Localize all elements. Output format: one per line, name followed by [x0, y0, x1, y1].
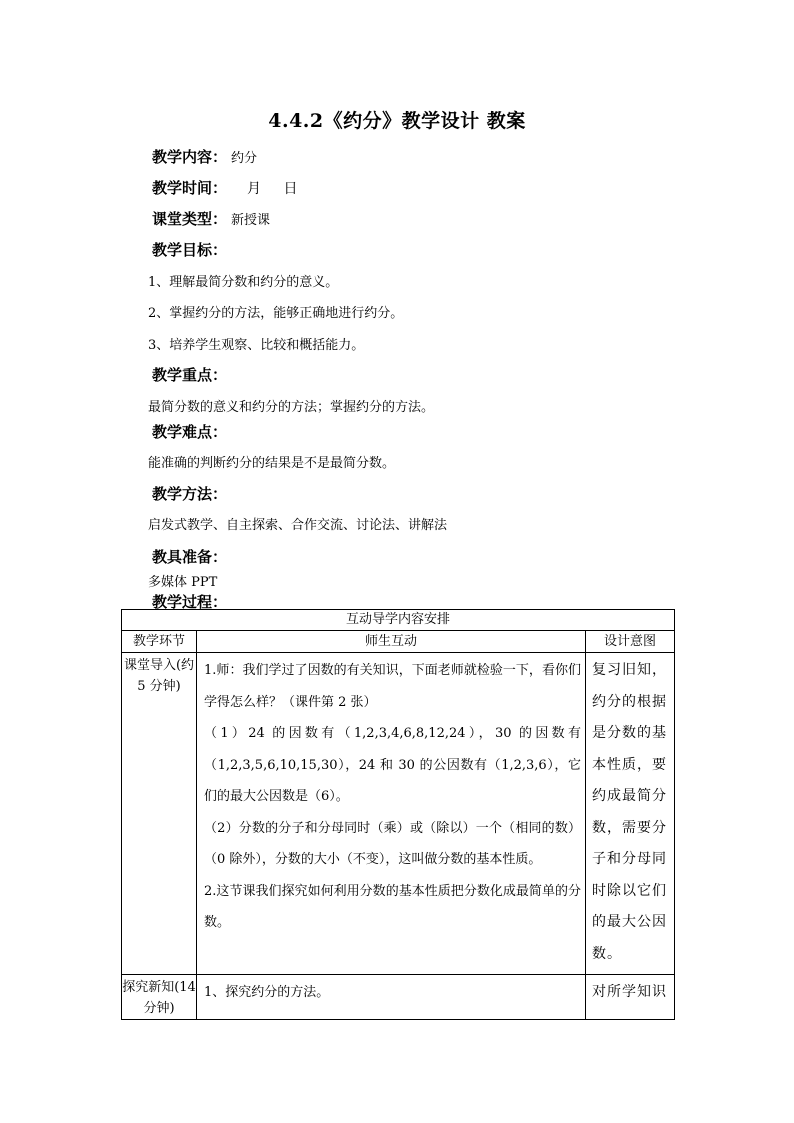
field-type: [152, 208, 270, 229]
interaction-paragraph: 1、探究约分的方法。: [204, 985, 330, 1000]
row-interaction: [197, 653, 586, 975]
objective-item: 2、掌握约分的方法，能够正确地进行约分。: [148, 306, 404, 321]
process-table: [121, 609, 675, 1020]
row-stage: 课堂导入(约 5 分钟): [122, 653, 197, 975]
field-time-label: 教学时间：: [152, 179, 228, 197]
objective-item: 3、培养学生观察、比较和概括能力。: [148, 338, 365, 353]
difficulty-heading: 教学难点：: [152, 423, 228, 441]
field-type-label: 课堂类型：: [152, 210, 228, 228]
process-heading: 教学过程：: [152, 593, 228, 611]
methods-text: 启发式教学、自主探索、合作交流、讨论法、讲解法: [148, 518, 448, 533]
difficulty-text: 能准确的判断约分的结果是不是最简分数。: [148, 456, 396, 471]
interaction-paragraph: 2.这节课我们探究如何利用分数的基本性质把分数化成最简单的分数。: [204, 883, 581, 930]
tools-heading: 教具准备：: [152, 548, 228, 566]
header-interaction: 师生互动: [197, 631, 586, 653]
field-content: [152, 146, 257, 167]
interaction-paragraph: 1.师：我们学过了因数的有关知识，下面老师就检验一下，看你们学得怎么样？（课件第 2 张）: [204, 663, 581, 710]
objectives-heading: 教学目标：: [152, 241, 228, 259]
table-row: [122, 653, 675, 975]
table-caption-row: [122, 610, 675, 631]
field-time-value: 月 日: [247, 181, 298, 197]
interaction-paragraph: （2）分数的分子和分母同时（乘）或（除以）一个（相同的数）（0 除外），分数的大小（不变），这叫做分数的基本性质。: [204, 820, 581, 867]
document-title: 4.4.2《约分》教学设计 教案: [268, 110, 526, 132]
field-content-label: 教学内容：: [152, 148, 228, 166]
tools-text: 多媒体 PPT: [148, 575, 218, 590]
objective-item: 1、理解最简分数和约分的意义。: [148, 275, 339, 290]
row-interaction: [197, 975, 586, 1020]
field-time: [152, 177, 297, 198]
header-intent: 设计意图: [586, 631, 675, 653]
interaction-paragraph: （1）24 的因数有（1,2,3,4,6,8,12,24），30 的因数有（1,2,3,5,6,10,15,30），24 和 30 的公因数有（1,2,3,6），它们的最大公因数是（6）。: [204, 726, 581, 804]
field-content-value: 约分: [231, 151, 258, 166]
field-type-value: 新授课: [231, 213, 271, 228]
row-stage: 探究新知(14 分钟): [122, 975, 197, 1020]
table-header-row: [122, 631, 675, 653]
key-points-text: 最简分数的意义和约分的方法；掌握约分的方法。: [148, 400, 435, 415]
table-caption: 互动导学内容安排: [122, 610, 675, 631]
header-stage: 教学环节: [122, 631, 197, 653]
key-points-heading: 教学重点：: [152, 366, 228, 384]
row-intent: 复习旧知，约分的根据是分数的基本性质，要约成最简分数，需要分子和分母同时除以它们的最大公因数。: [586, 653, 675, 975]
methods-heading: 教学方法：: [152, 485, 228, 503]
row-intent: 对所学知识: [586, 975, 675, 1020]
table-row: [122, 975, 675, 1020]
